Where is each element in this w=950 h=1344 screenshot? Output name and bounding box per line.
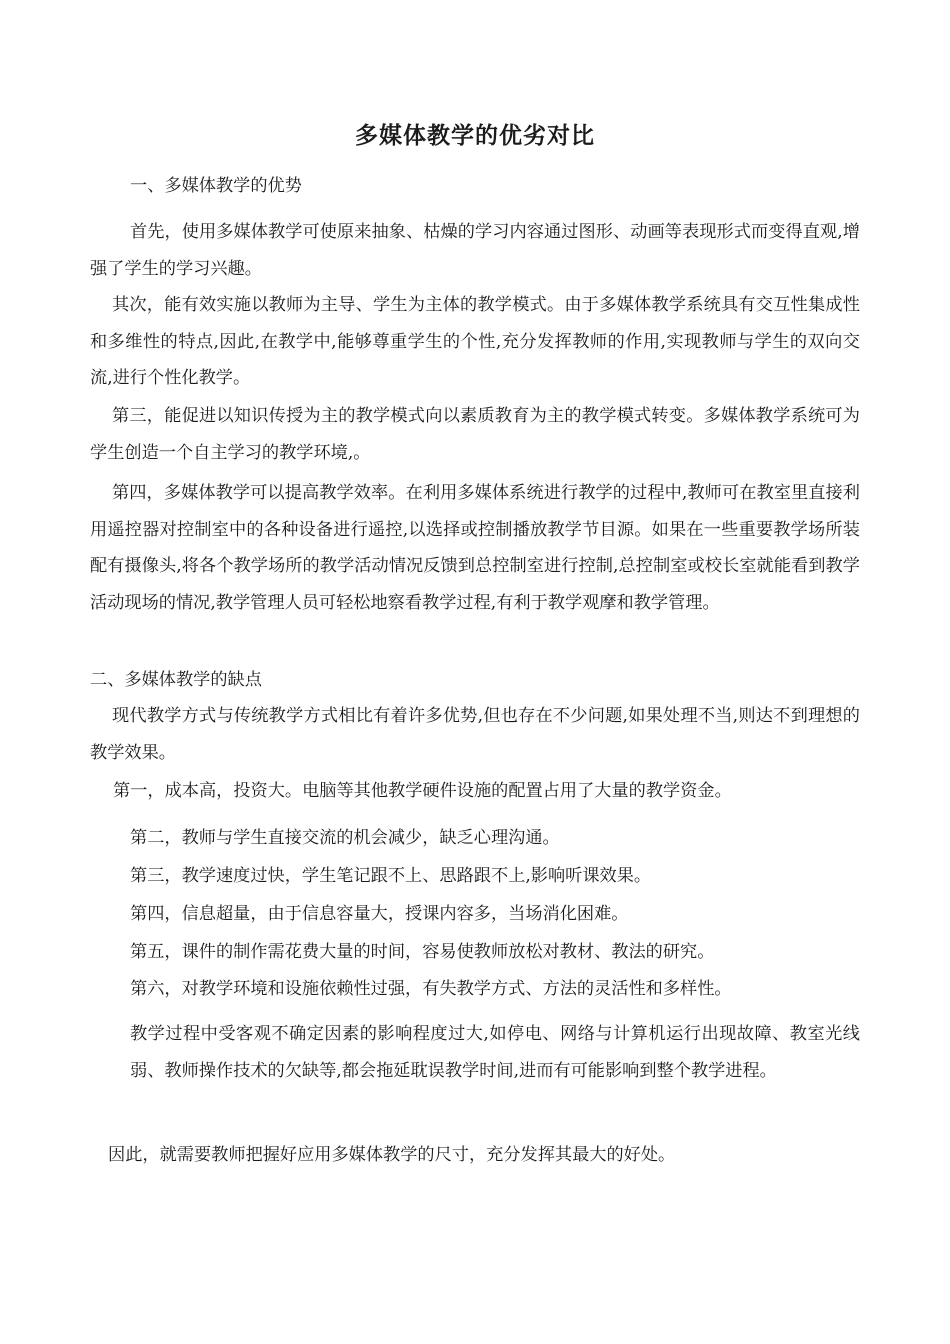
disadvantage-fifth: 第五，课件的制作需花费大量的时间，容易使教师放松对教材、教法的研究。 bbox=[130, 942, 715, 962]
section-heading-advantages: 一、多媒体教学的优势 bbox=[130, 176, 302, 196]
paragraph-intro-disadvantages: 现代教学方式与传统教学方式相比有着许多优势,但也存在不少问题,如果处理不当,则达不到理想的教学效果。 bbox=[90, 706, 860, 763]
paragraph-conclusion: 因此，就需要教师把握好应用多媒体教学的尺寸，充分发挥其最大的好处。 bbox=[108, 1145, 676, 1165]
page-title: 多媒体教学的优劣对比 bbox=[355, 123, 595, 149]
disadvantage-sixth: 第六，对教学环境和设施依赖性过强，有失教学方式、方法的灵活性和多样性。 bbox=[130, 979, 732, 999]
disadvantage-fourth: 第四，信息超量，由于信息容量大，授课内容多，当场消化困难。 bbox=[130, 904, 629, 924]
paragraph-third: 第三，能促进以知识传授为主的教学模式向以素质教育为主的教学模式转变。多媒体教学系统可为学生创造一个自主学习的教学环境,。 bbox=[90, 406, 860, 463]
disadvantage-second: 第二，教师与学生直接交流的机会减少，缺乏心理沟通。 bbox=[130, 828, 560, 848]
paragraph-first: 首先，使用多媒体教学可使原来抽象、枯燥的学习内容通过图形、动画等表现形式而变得直观,增强了学生的学习兴趣。 bbox=[90, 222, 860, 279]
disadvantage-first: 第一，成本高，投资大。电脑等其他教学硬件设施的配置占用了大量的教学资金。 bbox=[113, 781, 732, 801]
paragraph-uncertain-factors: 教学过程中受客观不确定因素的影响程度过大,如停电、网络与计算机运行出现故障、教室光线弱、教师操作技术的欠缺等,都会拖延耽误教学时间,进而有可能影响到整个教学进程。 bbox=[130, 1024, 860, 1081]
section-heading-disadvantages: 二、多媒体教学的缺点 bbox=[90, 670, 262, 690]
paragraph-fourth: 第四，多媒体教学可以提高教学效率。在利用多媒体系统进行教学的过程中,教师可在教室里直接利用遥控器对控制室中的各种设备进行遥控,以选择或控制播放教学节目源。如果在一些重要教学场所装配有摄像头,将各个教学场所的教学活动情况反馈到总控制室进行控制,总控制室或校长室就能看到教学活动现场的情况,教学管理人员可轻松地察看教学过程,有利于教学观摩和教学管理。 bbox=[90, 483, 860, 613]
disadvantage-third: 第三，教学速度过快，学生笔记跟不上、思路跟不上,影响听课效果。 bbox=[130, 866, 652, 886]
paragraph-second: 其次，能有效实施以教师为主导、学生为主体的教学模式。由于多媒体教学系统具有交互性集成性和多维性的特点,因此,在教学中,能够尊重学生的个性,充分发挥教师的作用,实现教师与学生的双向交流,进行个性化教学。 bbox=[90, 295, 860, 388]
